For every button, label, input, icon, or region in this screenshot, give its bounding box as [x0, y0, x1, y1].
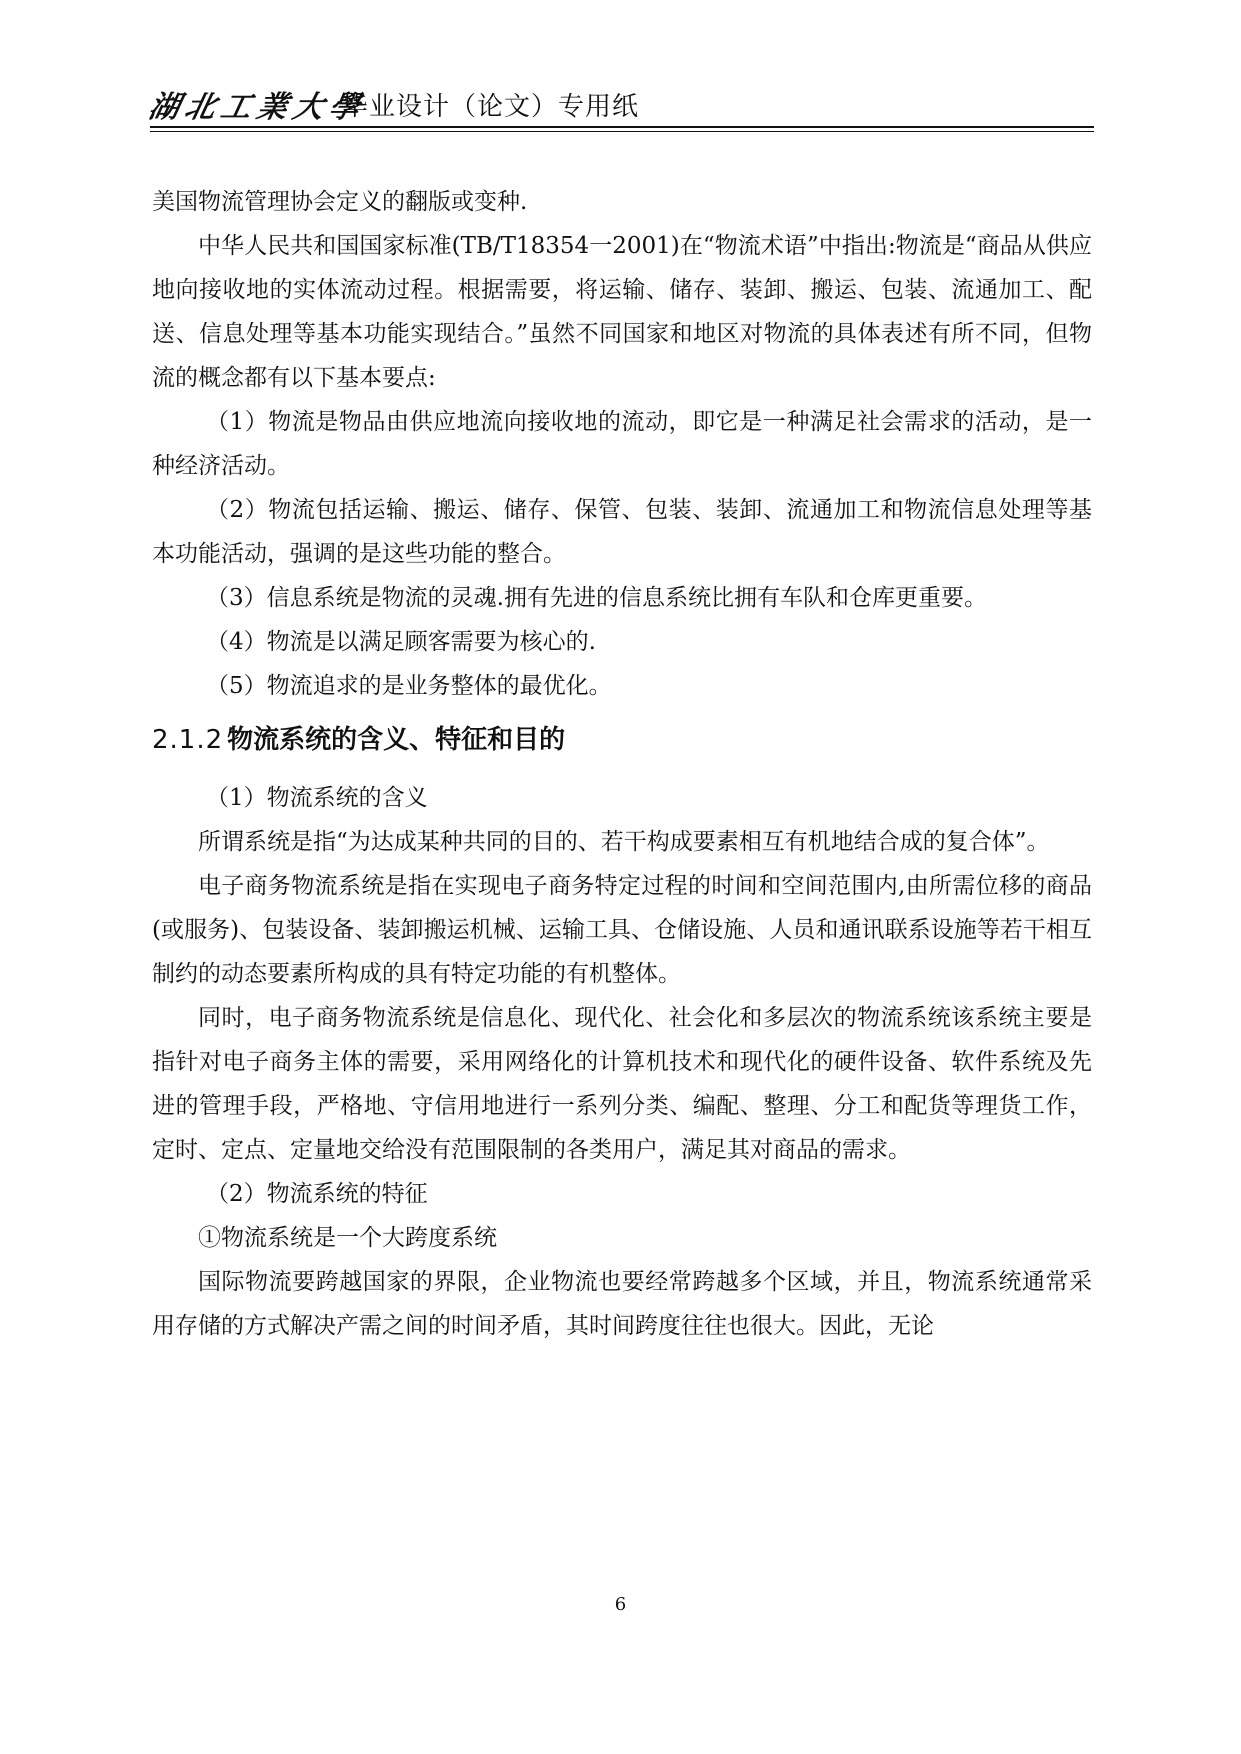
paragraph: 国际物流要跨越国家的界限，企业物流也要经常跨越多个区域，并且，物流系统通常采用存储的方式解决产需之间的时间矛盾，其时间跨度往往也很大。因此，无论 — [152, 1269, 1092, 1339]
university-logo: 湖北工業大學 — [145, 90, 369, 125]
list-item: （2）物流包括运输、搬运、储存、保管、包装、装卸、流通加工和物流信息处理等基本功能活动，强调的是这些功能的整合。 — [152, 497, 1092, 567]
paragraph: 美国物流管理协会定义的翻版或变种. — [152, 189, 528, 215]
section-title: 物流系统的含义、特征和目的 — [227, 725, 566, 755]
header-rule — [150, 131, 1094, 132]
subheading: （2）物流系统的特征 — [206, 1181, 428, 1207]
section-number: 2.1.2 — [152, 725, 224, 755]
subheading: ①物流系统是一个大跨度系统 — [198, 1225, 497, 1251]
header-subtitle: 毕业设计（论文）专用纸 — [342, 92, 640, 122]
page-number: 6 — [614, 1594, 627, 1615]
section-heading — [152, 718, 1092, 762]
page-header — [145, 80, 1094, 128]
subheading: （1）物流系统的含义 — [206, 785, 428, 811]
document-body — [152, 180, 1092, 1348]
list-item: （4）物流是以满足顾客需要为核心的. — [206, 629, 596, 655]
list-item: （1）物流是物品由供应地流向接收地的流动，即它是一种满足社会需求的活动，是一种经济活动。 — [152, 409, 1092, 479]
list-item: （5）物流追求的是业务整体的最优化。 — [206, 673, 612, 699]
paragraph: 同时，电子商务物流系统是信息化、现代化、社会化和多层次的物流系统该系统主要是指针对电子商务主体的需要，采用网络化的计算机技术和现代化的硬件设备、软件系统及先进的管理手段，严格地、守信用地进行一系列分类、编配、整理、分工和配货等理货工作，定时、定点、定量地交给没有范围限制的各类用户，满足其对商品的需求。 — [152, 1005, 1092, 1163]
paragraph: 所谓系统是指“为达成某种共同的目的、若干构成要素相互有机地结合成的复合体”。 — [198, 829, 1050, 855]
paragraph: 中华人民共和国国家标准(TB/T18354一2001)在“物流术语”中指出:物流是“商品从供应地向接收地的实体流动过程。根据需要，将运输、储存、装卸、搬运、包装、流通加工、配送、信息处理等基本功能实现结合。”虽然不同国家和地区对物流的具体表述有所不同，但物流的概念都有以下基本要点: — [152, 233, 1092, 391]
list-item: （3）信息系统是物流的灵魂.拥有先进的信息系统比拥有车队和仓库更重要。 — [206, 585, 987, 611]
paragraph: 电子商务物流系统是指在实现电子商务特定过程的时间和空间范围内,由所需位移的商品(或服务)、包装设备、装卸搬运机械、运输工具、仓储设施、人员和通讯联系设施等若干相互制约的动态要素所构成的具有特定功能的有机整体。 — [152, 873, 1092, 987]
